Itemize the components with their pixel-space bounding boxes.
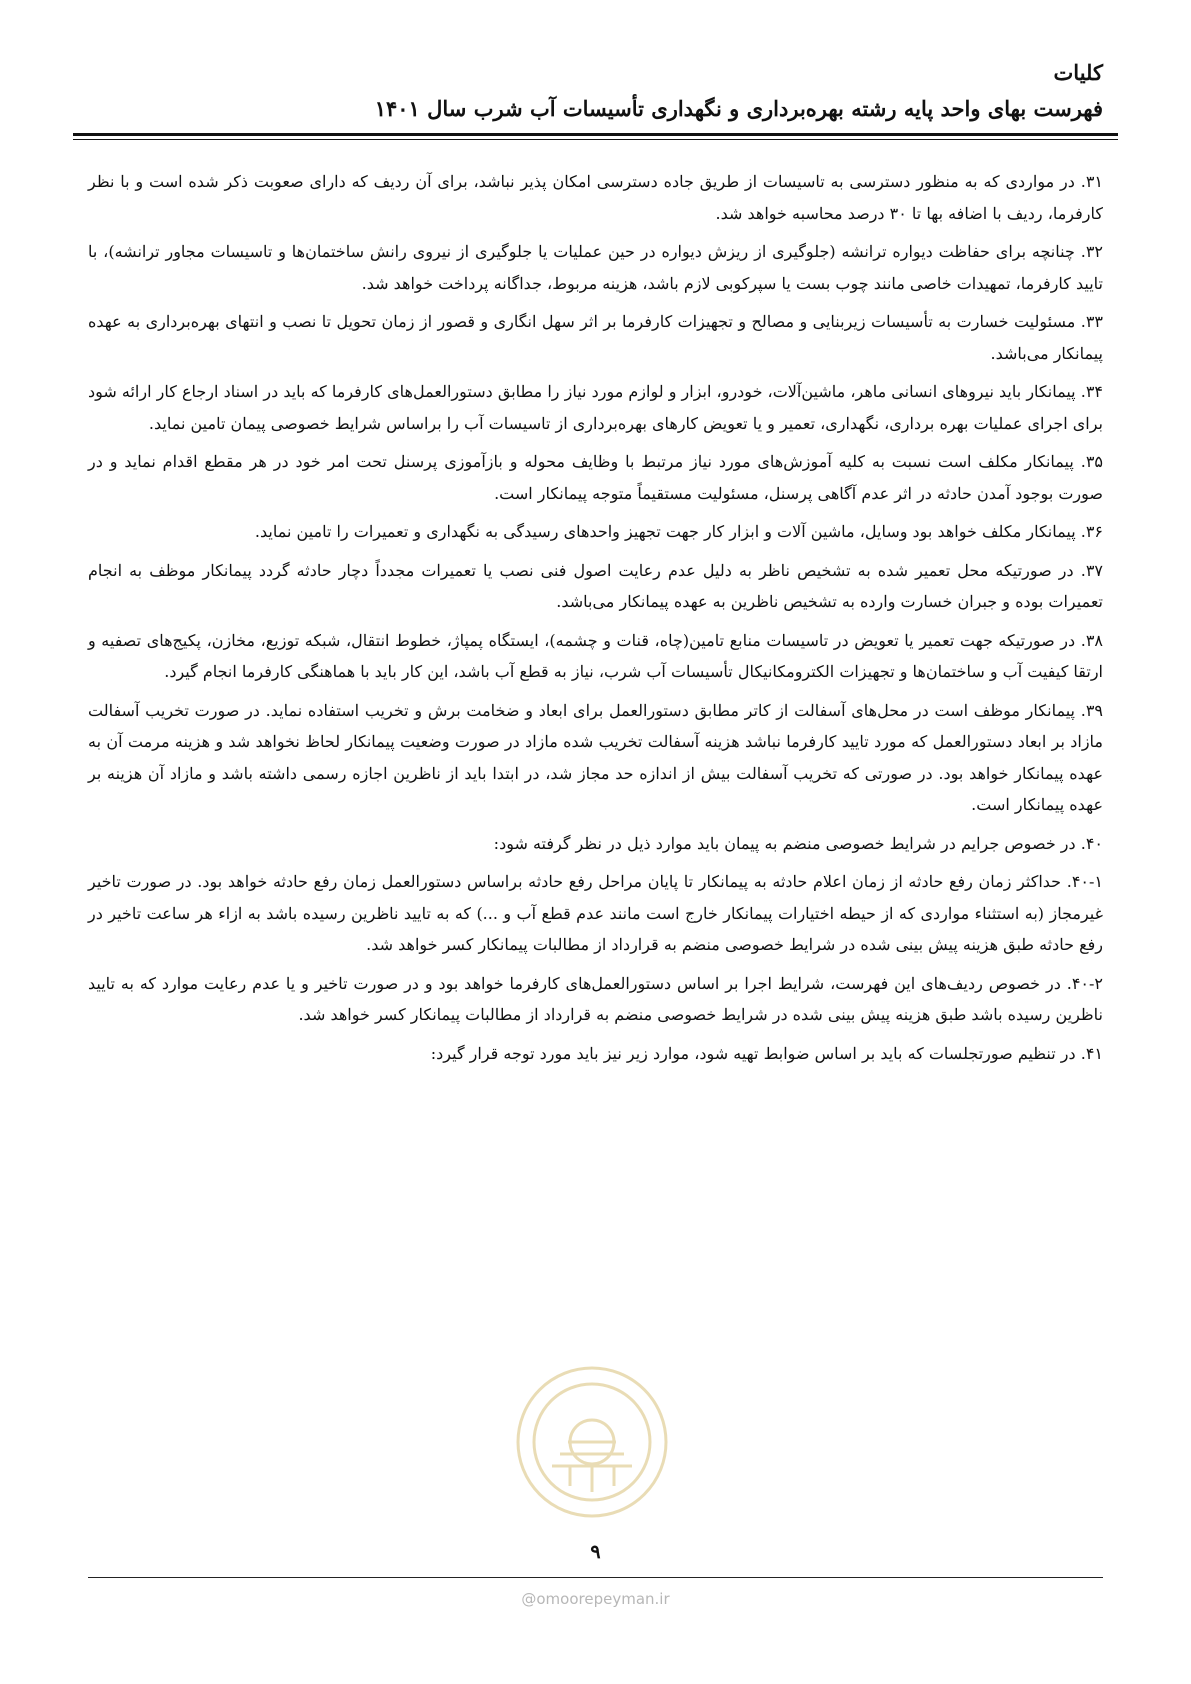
clause-40-2: ۴۰-۲. در خصوص ردیف‌های این فهرست، شرایط اجرا بر اساس دستورالعمل‌های کارفرما خواهد بود و در صورت تاخیر و یا عدم رعایت موارد که به تایید ناظرین رسیده باشد طبق هزینه پیش بینی شده در شرایط خصوصی منضم به قرارداد از مطالبات پیمانکار کسر خواهد شد. (88, 973, 1103, 1024)
clause-40: ۴۰. در خصوص جرایم در شرایط خصوصی منضم به پیمان باید موارد ذیل در نظر گرفته شود: (493, 833, 1103, 853)
clause-34: ۳۴. پیمانکار باید نیروهای انسانی ماهر، ماشین‌آلات، خودرو، ابزار و لوازم مورد نیاز را مطابق دستورالعمل‌های کارفرما که باید در اسناد ارجاع کار ارائه شود برای اجرای عملیات بهره برداری، نگهداری، تعمیر و یا تعویض کارهای بهره‌برداری از تاسیسات آب را براساس شرایط خصوصی پیمان تامین نماید. (88, 382, 1103, 433)
clause-39: ۳۹. پیمانکار موظف است در محل‌های آسفالت از کاتر مطابق دستورالعمل برای ابعاد و ضخامت برش و تخریب استفاده نماید. در صورت تخریب آسفالت مازاد بر ابعاد دستورالعمل که مورد تایید کارفرما نباشد هزینه آسفالت تخریب شده مازاد در صورت وضعیت پیمانکار لحاظ نخواهد شد و هزینه مرمت آن به عهده پیمانکار خواهد بود. در صورتی که تخریب آسفالت بیش از اندازه حد مجاز شد، در ابتدا باید از ناظرین اجازه رسمی داشته باشد و مازاد آن هزینه بر عهده پیمانکار است. (88, 700, 1104, 814)
watermark-site: @omoorepeyman.ir (521, 1590, 670, 1608)
clause-32: ۳۲. چنانچه برای حفاظت دیواره ترانشه (جلوگیری از ریزش دیواره در حین عملیات یا جلوگیری از نیروی رانش ساختمان‌ها و تاسیسات مجاور ترانشه)، با تایید کارفرما، تمهیدات خاصی مانند چوب بست یا سپرکوبی لازم باشد، هزینه مربوط، جداگانه پرداخت خواهد شد. (88, 242, 1103, 293)
page-header (88, 56, 1103, 126)
clause-38: ۳۸. در صورتیکه جهت تعمیر یا تعویض در تاسیسات منابع تامین(چاه، قنات و چشمه)، ایستگاه پمپاژ، خطوط انتقال، شبکه توزیع، مخازن، پکیج‌های تصفیه و ارتقا کیفیت آب و ساختمان‌ها و تجهیزات الکترومکانیکال تأسیسات آب شرب، نیاز به قطع آب باشد، این کار باید با هماهنگی کارفرما انجام گیرد. (88, 630, 1103, 681)
clause-37: ۳۷. در صورتیکه محل تعمیر شده به تشخیص ناظر به دلیل عدم رعایت اصول فنی نصب یا تعمیرات مجدداً دچار حادثه گردد پیمانکار موظف به انجام تعمیرات بوده و جبران خسارت وارده به تشخیص ناظرین به عهده پیمانکار می‌باشد. (88, 560, 1103, 611)
clause-40-1: ۴۰-۱. حداکثر زمان رفع حادثه از زمان اعلام حادثه به پیمانکار تا پایان مراحل رفع حادثه براساس دستورالعمل زمان رفع حادثه خواهد بود. در صورت تاخیر غیرمجاز (به استثناء مواردی که از حیطه اختیارات پیمانکار خارج است مانند عدم قطع آب و ...) که به تایید ناظرین رسیده باشد به ازاء هر ساعت تاخیر در رفع حادثه طبق هزینه پیش بینی شده در شرایط خصوصی منضم به قرارداد از مطالبات پیمانکار کسر خواهد شد. (88, 872, 1104, 954)
header-rule-thick (73, 133, 1118, 136)
clause-35: ۳۵. پیمانکار مکلف است نسبت به کلیه آموزش‌های مورد نیاز مرتبط با وظایف محوله و بازآموزی پرسنل تحت امر خود در هر مقطع اقدام نماید و در صورت بوجود آمدن حادثه در اثر عدم آگاهی پرسنل، مسئولیت مستقیماً متوجه پیمانکار است. (88, 452, 1103, 503)
footer-rule (88, 1577, 1103, 1578)
watermark-seal-icon (512, 1362, 672, 1522)
document-title: فهرست بهای واحد پایه رشته بهره‌برداری و نگهداری تأسیسات آب شرب سال ۱۴۰۱ (374, 96, 1103, 121)
clause-36: ۳۶. پیمانکار مکلف خواهد بود وسایل، ماشین آلات و ابزار کار جهت تجهیز واحدهای رسیدگی به نگهداری و تعمیرات را تامین نماید. (254, 522, 1103, 541)
document-body (88, 166, 1103, 1076)
clause-31: ۳۱. در مواردی که به منظور دسترسی به تاسیسات از طریق جاده دسترسی امکان پذیر نباشد، برای آن ردیف که دارای صعوبت ذکر شده است و با نظر کارفرما، ردیف با اضافه بها تا ۳۰ درصد محاسبه خواهد شد. (88, 172, 1103, 223)
page-number: ۹ (590, 1541, 601, 1563)
clause-33: ۳۳. مسئولیت خسارت به تأسیسات زیربنایی و مصالح و تجهیزات کارفرما بر اثر سهل انگاری و قصور از زمان تحویل تا نصب و انتهای بهره‌برداری به عهده پیمانکار می‌باشد. (88, 312, 1103, 363)
clause-41: ۴۱. در تنظیم صورتجلسات که باید بر اساس ضوابط تهیه شود، موارد زیر نیز باید مورد توجه قرار گیرد: (430, 1043, 1103, 1063)
header-rule-thin (73, 139, 1118, 140)
section-heading: کلیات (1053, 60, 1103, 85)
